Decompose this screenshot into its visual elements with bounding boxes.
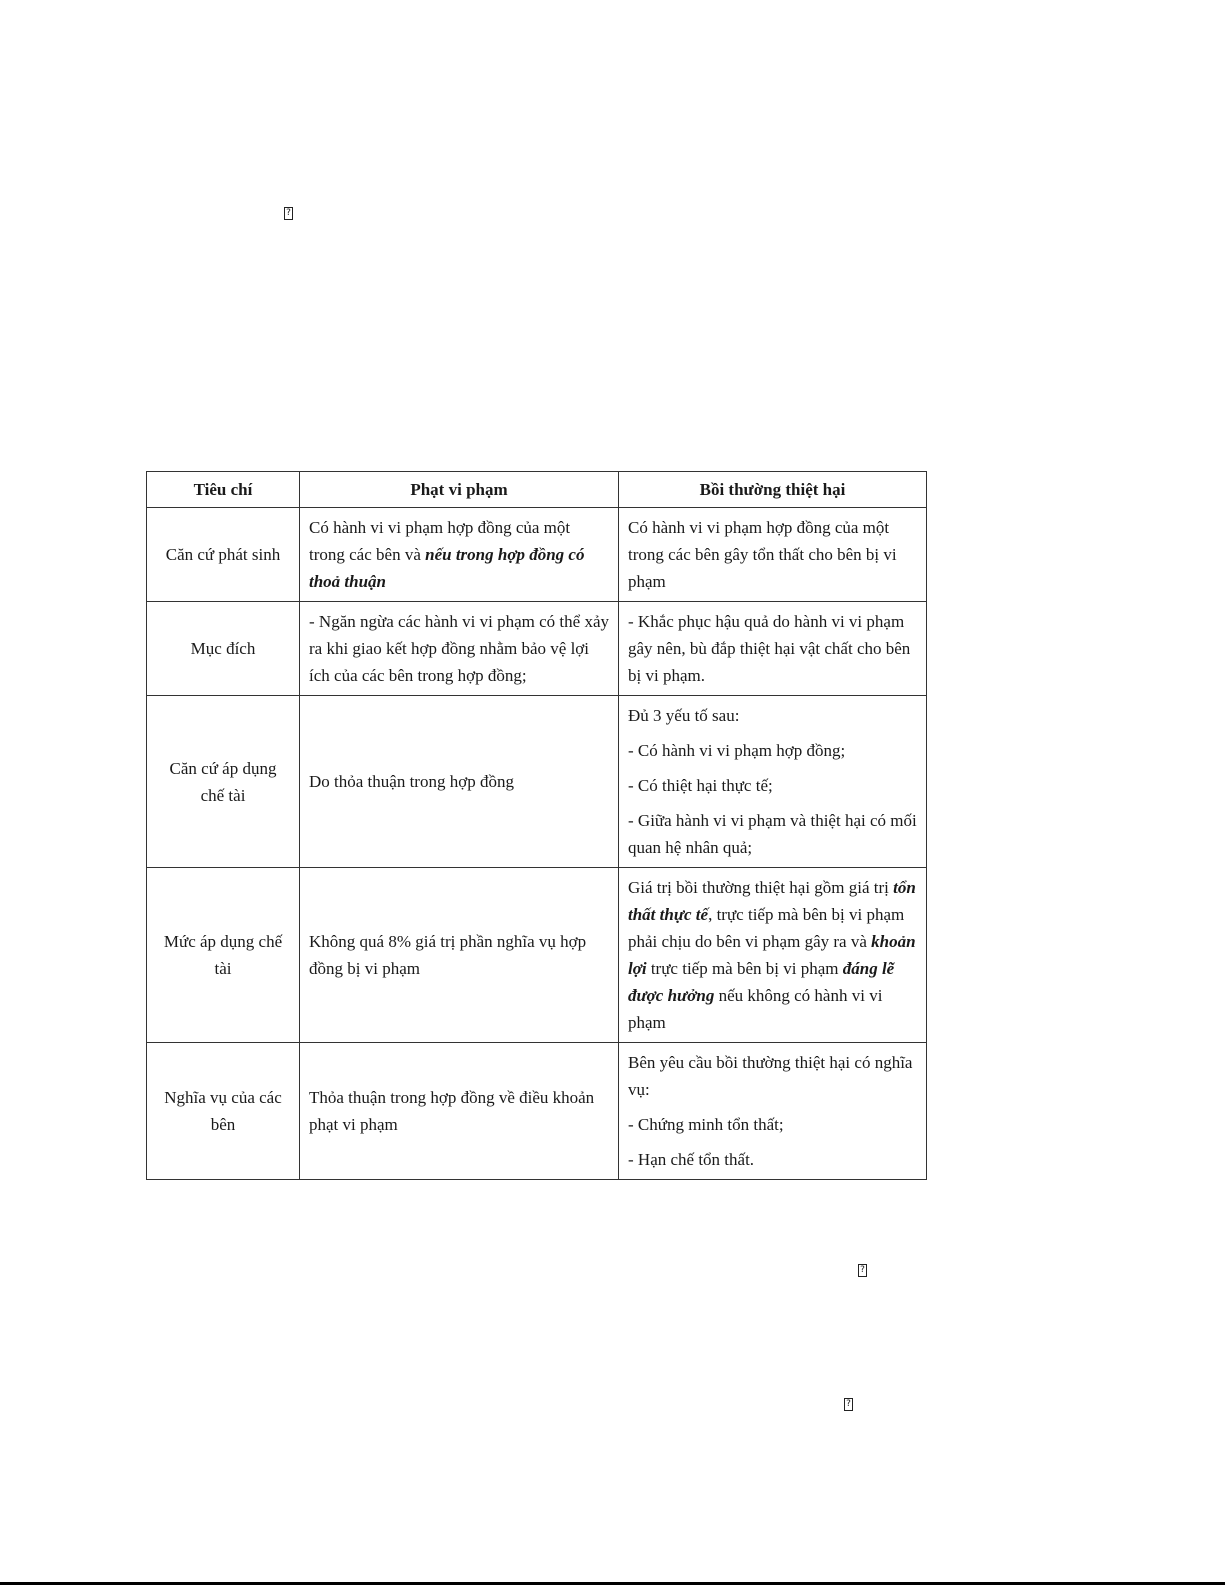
table-row (147, 1043, 927, 1180)
damages-text: , trực tiếp mà bên bị vi phạm phải chịu do bên vi phạm gây ra và (628, 905, 905, 951)
table-row (147, 602, 927, 696)
damages-cell (619, 868, 927, 1043)
damages-text: Giá trị bồi thường thiệt hại gồm giá trị (628, 878, 894, 897)
header-damages: Bồi thường thiệt hại (619, 472, 927, 508)
damages-line: - Có hành vi vi phạm hợp đồng; (628, 741, 846, 760)
penalty-cell: Thỏa thuận trong hợp đồng về điều khoản phạt vi phạm (300, 1043, 619, 1180)
header-penalty: Phạt vi phạm (300, 472, 619, 508)
row-criterion: Mục đích (147, 602, 300, 696)
row-criterion: Căn cứ áp dụng chế tài (147, 696, 300, 868)
damages-cell (619, 1043, 927, 1180)
missing-glyph-icon: ? (858, 1264, 867, 1277)
penalty-cell: - Ngăn ngừa các hành vi vi phạm có thể xảy ra khi giao kết hợp đồng nhằm bảo vệ lợi ích của các bên trong hợp đồng; (300, 602, 619, 696)
penalty-cell (300, 508, 619, 602)
damages-line: - Giữa hành vi vi phạm và thiệt hại có mối quan hệ nhân quả; (628, 811, 917, 857)
damages-text: trực tiếp mà bên bị vi phạm (646, 959, 843, 978)
table-row (147, 696, 927, 868)
table-row (147, 508, 927, 602)
comparison-table (146, 471, 927, 1180)
penalty-text: Có hành vi vi phạm hợp đồng của một trong các bên và (309, 518, 571, 564)
damages-line: Bên yêu cầu bồi thường thiệt hại có nghĩa vụ: (628, 1053, 913, 1099)
penalty-emphasis: nếu trong hợp đồng có thoả thuận (309, 545, 585, 591)
table-row (147, 868, 927, 1043)
table-header-row (147, 472, 927, 508)
row-criterion: Mức áp dụng chế tài (147, 868, 300, 1043)
row-criterion: Nghĩa vụ của các bên (147, 1043, 300, 1180)
damages-cell: Có hành vi vi phạm hợp đồng của một trong các bên gây tổn thất cho bên bị vi phạm (619, 508, 927, 602)
damages-line: Đủ 3 yếu tố sau: (628, 706, 740, 725)
damages-cell: - Khắc phục hậu quả do hành vi vi phạm gây nên, bù đắp thiệt hại vật chất cho bên bị vi phạm. (619, 602, 927, 696)
damages-line: - Hạn chế tổn thất. (628, 1150, 755, 1169)
damages-emphasis: đáng lẽ được hưởng (628, 959, 895, 1005)
damages-text: nếu không có hành vi vi phạm (628, 986, 883, 1032)
damages-emphasis: khoản lợi (628, 932, 916, 978)
damages-emphasis: tổn thất thực tế (628, 878, 916, 924)
row-criterion: Căn cứ phát sinh (147, 508, 300, 602)
missing-glyph-icon: ? (284, 207, 293, 220)
penalty-cell: Không quá 8% giá trị phần nghĩa vụ hợp đồng bị vi phạm (300, 868, 619, 1043)
missing-glyph-icon: ? (844, 1398, 853, 1411)
damages-cell (619, 696, 927, 868)
penalty-cell: Do thỏa thuận trong hợp đồng (300, 696, 619, 868)
damages-line: - Có thiệt hại thực tế; (628, 776, 773, 795)
header-criterion: Tiêu chí (147, 472, 300, 508)
damages-line: - Chứng minh tổn thất; (628, 1115, 784, 1134)
